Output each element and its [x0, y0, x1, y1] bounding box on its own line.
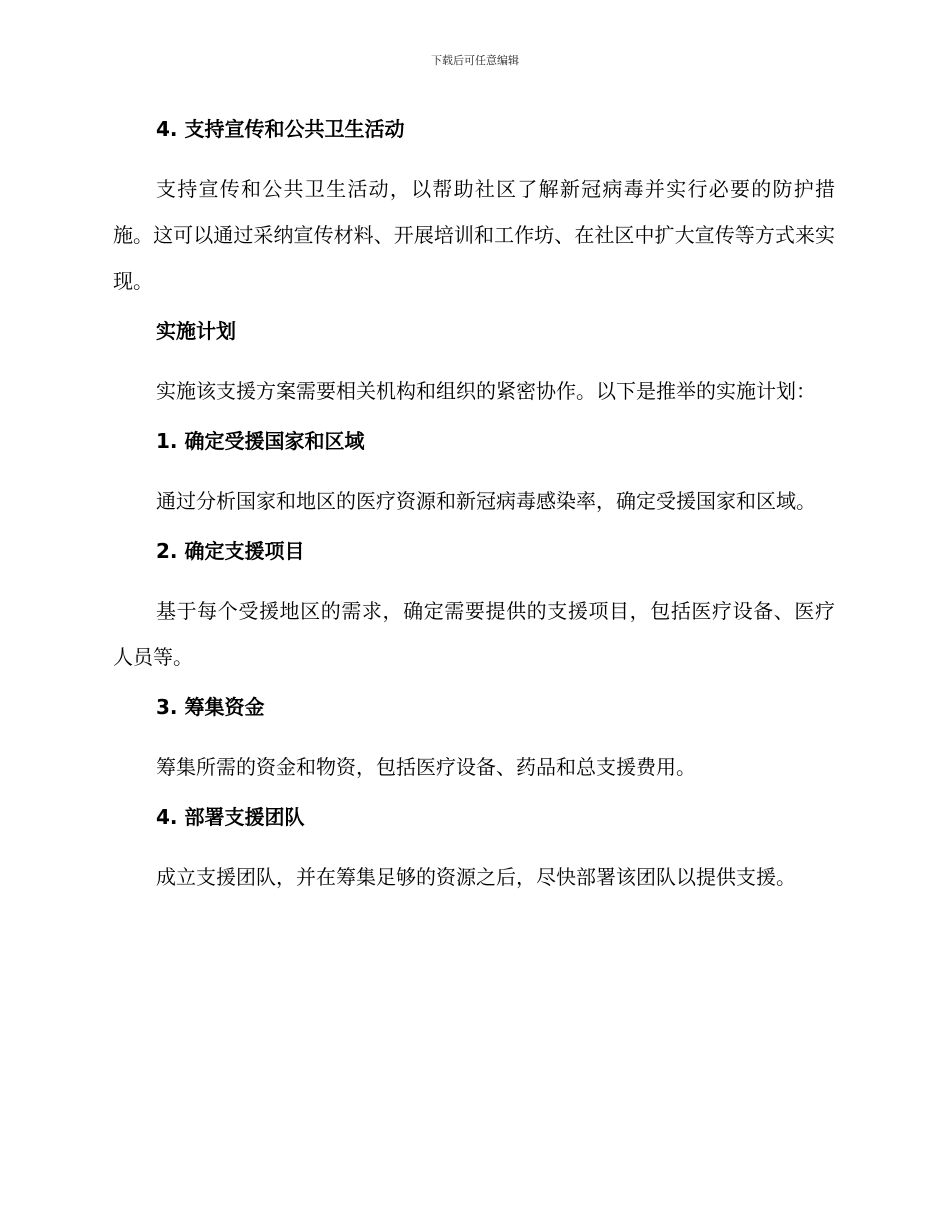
section-paragraph: 通过分析国家和地区的医疗资源和新冠病毒感染率，确定受援国家和区域。	[156, 489, 816, 513]
section-paragraph: 支持宣传和公共卫生活动，以帮助社区了解新冠病毒并实行必要的防护措施。这可以通过采纳宣传材料、开展培训和工作坊、在社区中扩大宣传等方式来实现。	[113, 177, 835, 293]
section-paragraph: 筹集所需的资金和物资，包括医疗设备、药品和总支援费用。	[156, 755, 696, 779]
section-heading: 3. 筹集资金	[156, 695, 265, 719]
section-paragraph: 成立支援团队，并在筹集足够的资源之后，尽快部署该团队以提供支援。	[156, 865, 796, 889]
document-body	[113, 112, 835, 900]
section-paragraph: 实施该支援方案需要相关机构和组织的紧密协作。以下是推举的实施计划：	[156, 379, 816, 403]
section-paragraph: 基于每个受援地区的需求，确定需要提供的支援项目，包括医疗设备、医疗人员等。	[113, 599, 835, 669]
section-raise-funds	[113, 690, 835, 790]
section-determine-recipients	[113, 424, 835, 524]
section-heading: 4. 部署支援团队	[156, 805, 305, 829]
section-heading: 实施计划	[156, 319, 236, 343]
section-heading: 2. 确定支援项目	[156, 539, 305, 563]
section-heading: 1. 确定受援国家和区域	[156, 429, 365, 453]
page-header-note: 下载后可任意编辑	[431, 54, 519, 67]
section-heading: 4. 支持宣传和公共卫生活动	[156, 117, 405, 141]
section-implementation-plan	[113, 314, 835, 414]
section-determine-projects	[113, 534, 835, 680]
section-deploy-team	[113, 800, 835, 900]
section-support-publicity	[113, 112, 835, 304]
